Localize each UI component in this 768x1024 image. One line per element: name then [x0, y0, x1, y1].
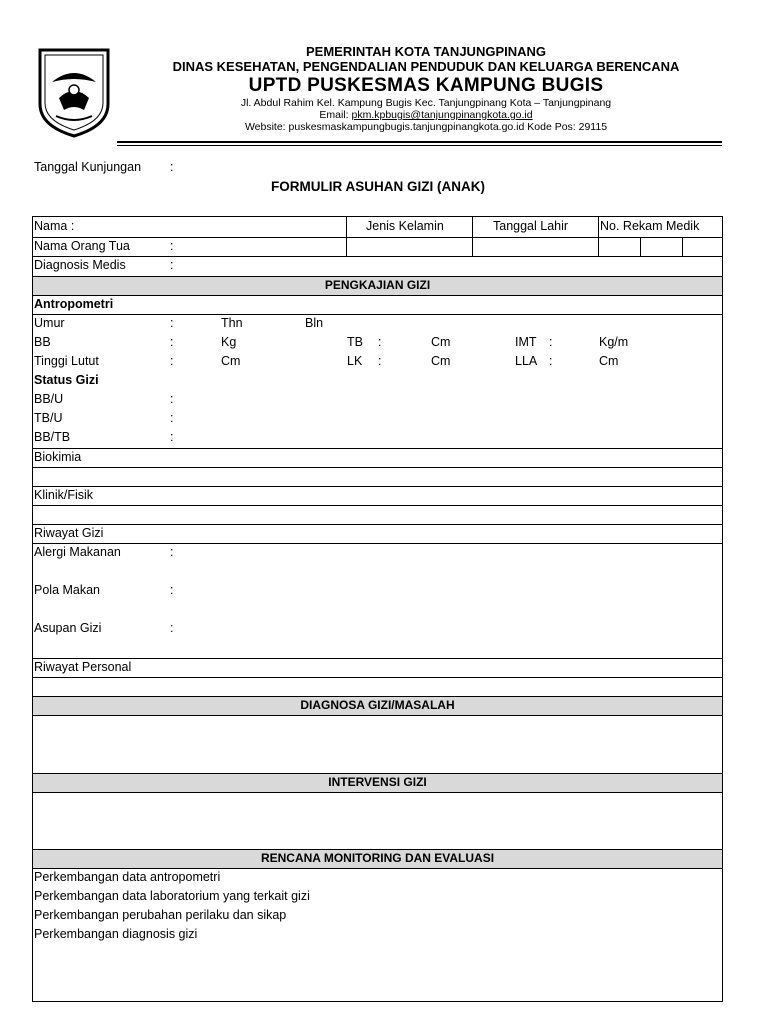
row-line [33, 256, 722, 257]
col-line [346, 217, 347, 256]
colon: : [170, 545, 174, 559]
header-website: Website: puskesmaskampungbugis.tanjungpinangkota.go.id Kode Pos: 29115 [244, 121, 608, 133]
cm-unit: Cm [431, 335, 451, 349]
antropometri-heading: Antropometri [34, 297, 114, 311]
jenis-kelamin-header: Jenis Kelamin [366, 219, 444, 233]
asupan-gizi-label: Asupan Gizi [34, 621, 102, 635]
monitoring-item: Perkembangan data antropometri [34, 870, 221, 884]
colon: : [170, 239, 174, 253]
visit-date-colon: : [170, 160, 174, 174]
colon: : [170, 583, 174, 597]
header-government: PEMERINTAH KOTA TANJUNGPINANG [305, 44, 547, 59]
umur-label: Umur [34, 316, 65, 330]
header-department: DINAS KESEHATAN, PENGENDALIAN PENDUDUK DAN KELUARGA BERENCANA [172, 59, 680, 74]
colon: : [170, 392, 174, 406]
section-title-intervensi: INTERVENSI GIZI [328, 775, 427, 789]
col-line [598, 217, 599, 256]
row-line [33, 696, 722, 697]
colon: : [549, 354, 553, 368]
monitoring-item: Perkembangan diagnosis gizi [34, 927, 198, 941]
lk-label: LK [347, 354, 363, 368]
tanggal-lahir-header: Tanggal Lahir [493, 219, 569, 233]
row-line [33, 773, 722, 774]
row-line [33, 792, 722, 793]
section-title-monitoring: RENCANA MONITORING DAN EVALUASI [260, 851, 495, 865]
row-line [33, 543, 722, 544]
col-line [682, 237, 683, 256]
tinggi-lutut-label: Tinggi Lutut [34, 354, 99, 368]
row-line [33, 237, 722, 238]
col-line [472, 217, 473, 256]
colon: : [170, 621, 174, 635]
bb-label: BB [34, 335, 51, 349]
imt-label: IMT [515, 335, 537, 349]
tb-label: TB [347, 335, 363, 349]
colon: : [549, 335, 553, 349]
form-title: FORMULIR ASUHAN GIZI (ANAK) [271, 179, 485, 194]
lla-label: LLA [515, 354, 538, 368]
row-line [33, 658, 722, 659]
email-link[interactable]: pkm.kpbugis@tanjungpinangkota.go.id [351, 109, 533, 121]
diagnosis-medis-label: Diagnosis Medis [34, 258, 126, 272]
monitoring-item: Perkembangan perubahan perilaku dan sikap [34, 908, 287, 922]
row-line [33, 314, 722, 315]
row-line [33, 448, 722, 449]
colon: : [170, 258, 174, 272]
riwayat-personal-label: Riwayat Personal [34, 660, 132, 674]
nutrition-care-form [32, 216, 723, 1002]
colon: : [170, 411, 174, 425]
row-line [33, 849, 722, 850]
section-title-pengkajian: PENGKAJIAN GIZI [324, 278, 431, 292]
bln-unit: Bln [305, 316, 324, 330]
row-line [33, 677, 722, 678]
colon: : [170, 354, 174, 368]
alergi-makanan-label: Alergi Makanan [34, 545, 121, 559]
nama-orang-tua-label: Nama Orang Tua [34, 239, 130, 253]
monitoring-item: Perkembangan data laboratorium yang terkait gizi [34, 889, 310, 903]
status-gizi-heading: Status Gizi [34, 373, 99, 387]
cm-unit: Cm [431, 354, 451, 368]
cm-unit: Cm [599, 354, 619, 368]
no-rekam-medik-header: No. Rekam Medik [600, 219, 700, 233]
row-line [33, 295, 722, 296]
row-line [33, 524, 722, 525]
section-title-diagnosa: DIAGNOSA GIZI/MASALAH [300, 698, 455, 712]
header-title: UPTD PUSKESMAS KAMPUNG BUGIS [248, 75, 604, 96]
cm-unit: Cm [221, 354, 241, 368]
email-label: Email: [319, 109, 349, 121]
bbtb-label: BB/TB [34, 430, 71, 444]
row-line [33, 486, 722, 487]
biokimia-label: Biokimia [34, 450, 82, 464]
thn-unit: Thn [221, 316, 243, 330]
row-line [33, 868, 722, 869]
city-emblem-logo [34, 46, 114, 138]
visit-date-label: Tanggal Kunjungan [34, 160, 142, 174]
header-email [118, 109, 734, 121]
colon: : [378, 354, 382, 368]
row-line [33, 276, 722, 277]
col-line [640, 237, 641, 256]
riwayat-gizi-label: Riwayat Gizi [34, 526, 104, 540]
header-address: Jl. Abdul Rahim Kel. Kampung Bugis Kec. Tanjungpinang Kota – Tanjungpinang [240, 97, 612, 109]
colon: : [170, 430, 174, 444]
colon: : [170, 316, 174, 330]
kg-unit: Kg [221, 335, 237, 349]
tbu-label: TB/U [34, 411, 63, 425]
pola-makan-label: Pola Makan [34, 583, 101, 597]
klinik-fisik-label: Klinik/Fisik [34, 488, 94, 502]
nama-label: Nama : [34, 219, 75, 233]
kgm-unit: Kg/m [599, 335, 629, 349]
header-rule-thin [117, 145, 722, 146]
colon: : [170, 335, 174, 349]
colon: : [378, 335, 382, 349]
row-line [33, 505, 722, 506]
row-line [33, 467, 722, 468]
bbu-label: BB/U [34, 392, 64, 406]
header-rule-thick [117, 141, 722, 143]
row-line [33, 715, 722, 716]
